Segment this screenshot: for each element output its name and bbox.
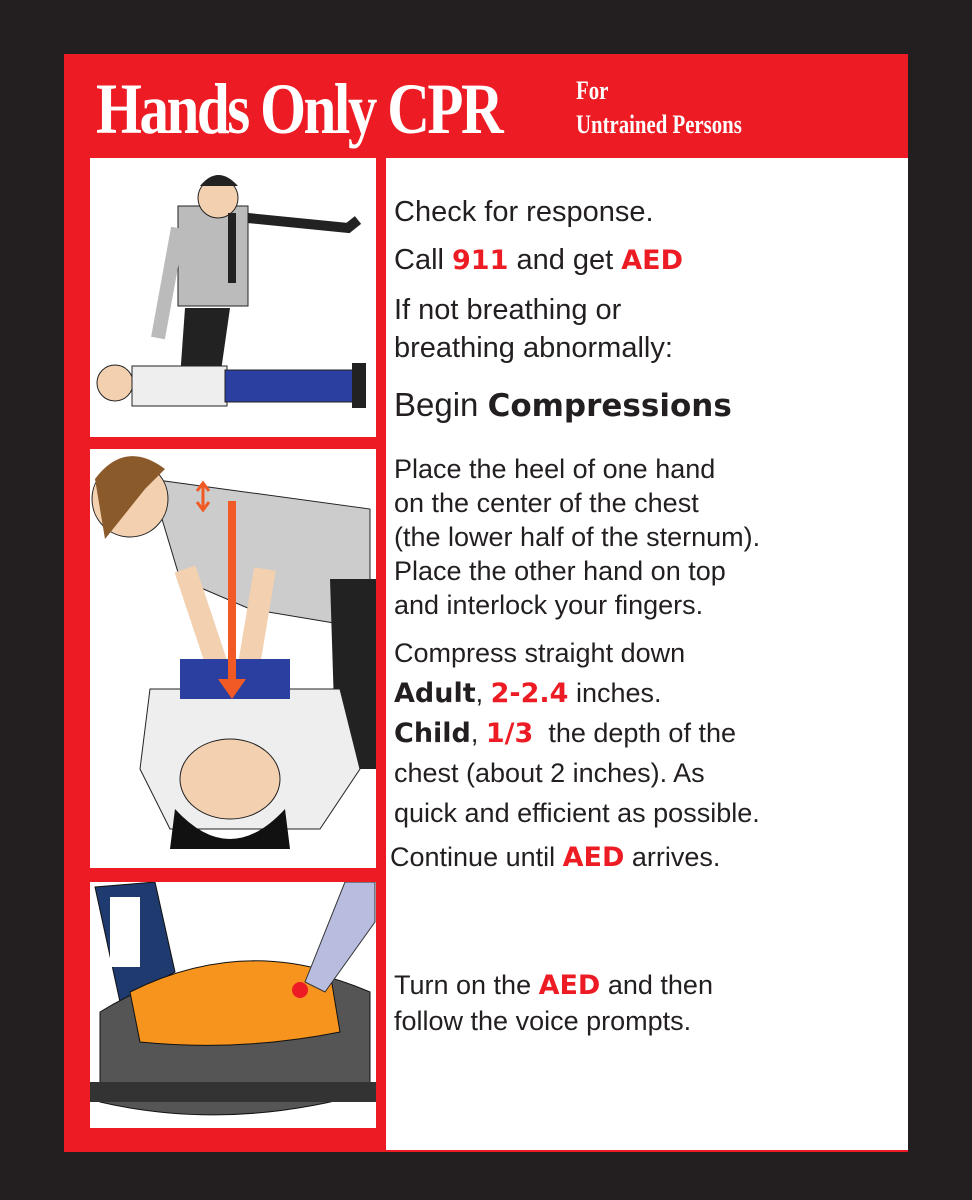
continue-text: Continue until [390, 842, 563, 872]
abnormal-breathing-text: breathing abnormally: [394, 332, 673, 364]
aed-highlight: AED [538, 970, 601, 1001]
hand-placement-1: Place the heel of one hand [394, 454, 716, 484]
not-breathing-text: If not breathing or [394, 294, 622, 326]
inches-text: inches. [568, 678, 662, 708]
depth-text: the depth of the [533, 718, 736, 748]
check-response-illustration [90, 158, 376, 437]
emergency-number: 911 [452, 245, 509, 276]
hand-placement-4: Place the other hand on top [394, 556, 726, 586]
poster-title: Hands Only CPR [96, 69, 502, 149]
subtitle-untrained: Untrained Persons [576, 110, 742, 139]
child-label: Child [394, 718, 471, 749]
begin-text: Begin [394, 386, 488, 423]
compressions-highlight: Compressions [487, 388, 732, 424]
adult-depth-line [394, 678, 662, 709]
comma: , [470, 718, 486, 748]
call-text: Call [394, 244, 453, 276]
turn-on-aed-line [394, 970, 713, 1001]
hand-placement-2: on the center of the chest [394, 488, 699, 518]
begin-compressions-line [394, 386, 732, 424]
efficiency-text: quick and efficient as possible. [394, 798, 760, 828]
call-911-line [394, 244, 683, 277]
comma: , [475, 678, 491, 708]
aed-highlight: AED [562, 842, 625, 873]
compressions-illustration [90, 449, 376, 868]
aed-highlight: AED [621, 245, 684, 276]
hand-placement-5: and interlock your fingers. [394, 590, 704, 620]
child-depth-value: 1/3 [485, 718, 534, 749]
turn-on-text: Turn on the [394, 970, 539, 1000]
subtitle-for: For [576, 76, 609, 105]
aed-illustration [90, 882, 376, 1128]
hand-placement-3: (the lower half of the sternum). [394, 522, 761, 552]
get-text: and get [508, 244, 622, 276]
chest-depth-text: chest (about 2 inches). As [394, 758, 705, 788]
adult-label: Adult [394, 678, 476, 709]
child-depth-line [394, 718, 736, 749]
voice-prompts-text: follow the voice prompts. [394, 1006, 692, 1036]
adult-depth-value: 2-2.4 [490, 678, 569, 709]
arrives-text: arrives. [624, 842, 721, 872]
and-then-text: and then [600, 970, 713, 1000]
compress-down-text: Compress straight down [394, 638, 686, 668]
check-response-text: Check for response. [394, 196, 654, 228]
continue-line [390, 842, 720, 873]
